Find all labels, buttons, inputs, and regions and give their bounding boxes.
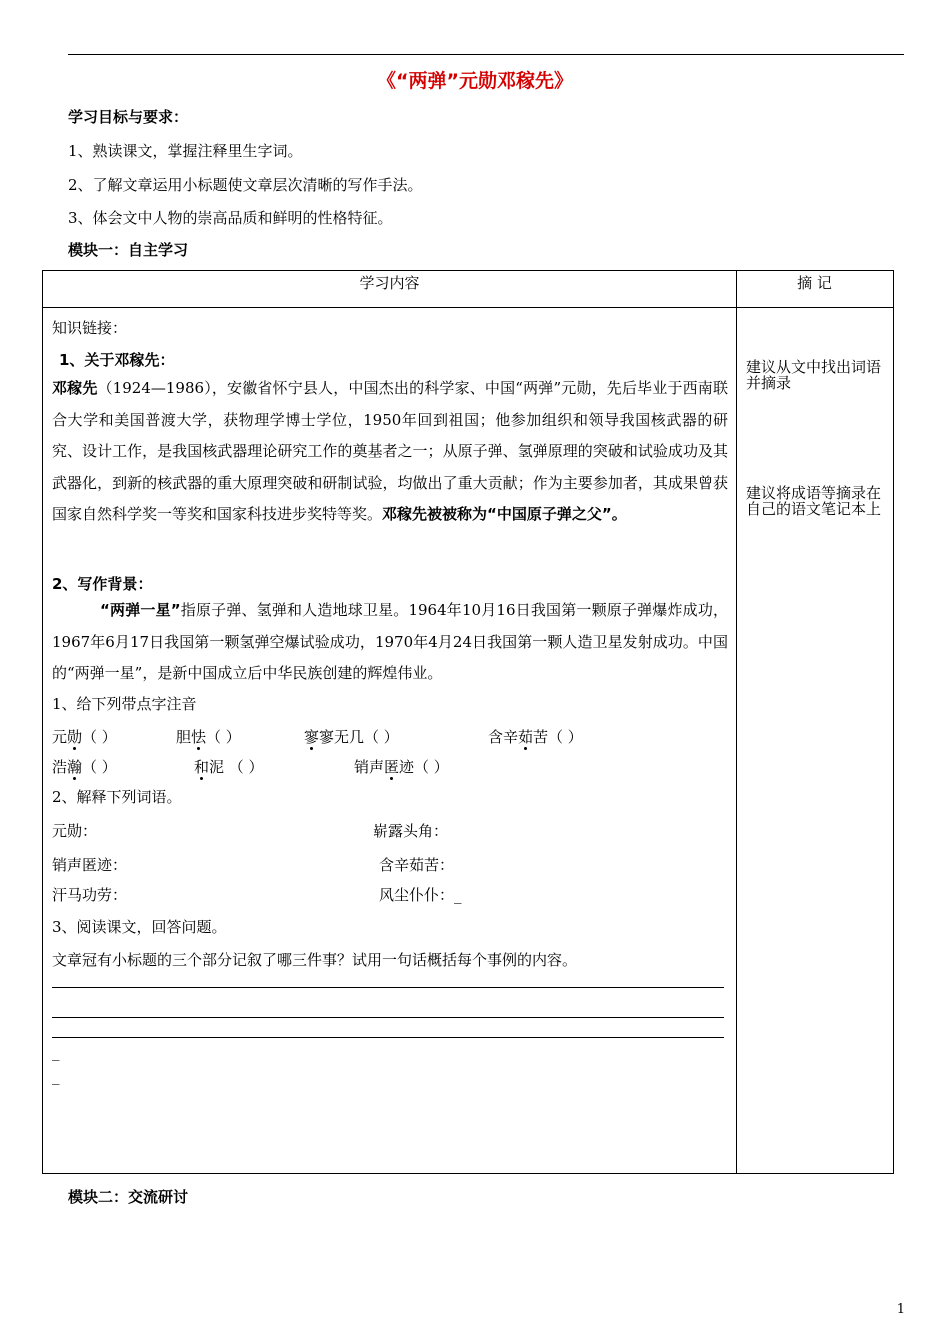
header-rule	[68, 54, 904, 55]
term-label: 汗马功劳：	[52, 886, 128, 904]
background-paragraph	[52, 595, 728, 690]
goal-2: 2、了解文章运用小标题使文章层次清晰的写作手法。	[68, 176, 423, 194]
pinyin-item: 胆怯（ ）	[176, 728, 241, 746]
page-number: 1	[896, 1302, 905, 1317]
biography-conclusion: 邓稼先被被称为“中国原子弹之父”。	[382, 505, 627, 523]
study-table	[42, 270, 894, 1174]
pinyin-item: 和泥 （ ）	[194, 758, 264, 776]
pinyin-item: 含辛茹苦（ ）	[488, 728, 583, 746]
answer-line	[52, 987, 724, 988]
module-1-heading: 模块一：自主学习	[68, 241, 189, 259]
pinyin-item: 销声匿迹（ ）	[354, 758, 449, 776]
term-label: 元勋：	[52, 822, 98, 840]
biography-paragraph	[52, 373, 728, 531]
section-2-heading: 2、写作背景：	[52, 575, 153, 593]
goals-heading: 学习目标与要求：	[68, 108, 189, 126]
column-header-notes: 摘 记	[797, 274, 832, 292]
page-title: 《“两弹”元勋邓稼先》	[377, 70, 573, 92]
term-label: 含辛茹苦：	[379, 856, 455, 874]
question-3-prompt: 文章冠有小标题的三个部分记叙了哪三件事？试用一句话概括每个事例的内容。	[52, 951, 578, 969]
biography-name: 邓稼先	[52, 379, 98, 397]
knowledge-link-label: 知识链接：	[52, 319, 128, 337]
note-2: 建议将成语等摘录在自己的语文笔记本上	[746, 484, 882, 518]
column-divider	[736, 271, 737, 1173]
answer-line	[52, 1037, 724, 1038]
question-2: 2、解释下列词语。	[52, 788, 182, 806]
pinyin-item: 元勋（ ）	[52, 728, 117, 746]
section-1-heading: 1、关于邓稼先：	[59, 351, 175, 369]
goal-1: 1、熟读课文，掌握注释里生字词。	[68, 142, 303, 160]
goal-3: 3、体会文中人物的崇高品质和鲜明的性格特征。	[68, 209, 393, 227]
background-term: “两弹一星”	[100, 601, 181, 619]
term-label: 销声匿迹：	[52, 856, 128, 874]
question-3: 3、阅读课文，回答问题。	[52, 918, 227, 936]
background-text: 指原子弹、氢弹和人造地球卫星。1964年10月16日我国第一颗原子弹爆炸成功，1967年6月17日我国第一颗氢弹空爆试验成功，1970年4月24日我国第一颗人造卫星发射成功。中国的“两弹一星”，是新中国成立后中华民族创建的辉煌伟业。	[52, 601, 728, 682]
term-label: 崭露头角：	[373, 822, 449, 840]
biography-text: （1924—1986），安徽省怀宁县人，中国杰出的科学家、中国“两弹”元勋，先后毕业于西南联合大学和美国普渡大学，获物理学博士学位，1950年回到祖国；他参加组织和领导我国核武器的研究、设计工作，是我国核武器理论研究工作的奠基者之一；从原子弹、氢弹原理的突破和试验成功及其武器化，到新的核武器的重大原理突破和研制试验，均做出了重大贡献；作为主要参加者，其成果曾获国家自然科学奖一等奖和国家科技进步奖特等奖。	[52, 379, 728, 523]
answer-dash: _	[52, 1067, 60, 1085]
note-1: 建议从文中找出词语并摘录	[746, 358, 882, 392]
pinyin-item: 寥寥无几（ ）	[304, 728, 399, 746]
module-2-heading: 模块二：交流研讨	[68, 1188, 189, 1206]
question-1: 1、给下列带点字注音	[52, 695, 197, 713]
pinyin-item: 浩瀚（ ）	[52, 758, 117, 776]
answer-line	[52, 1017, 724, 1018]
term-label: 风尘仆仆：_	[379, 886, 462, 904]
answer-dash: _	[52, 1043, 60, 1061]
column-header-content: 学习内容	[359, 274, 420, 292]
